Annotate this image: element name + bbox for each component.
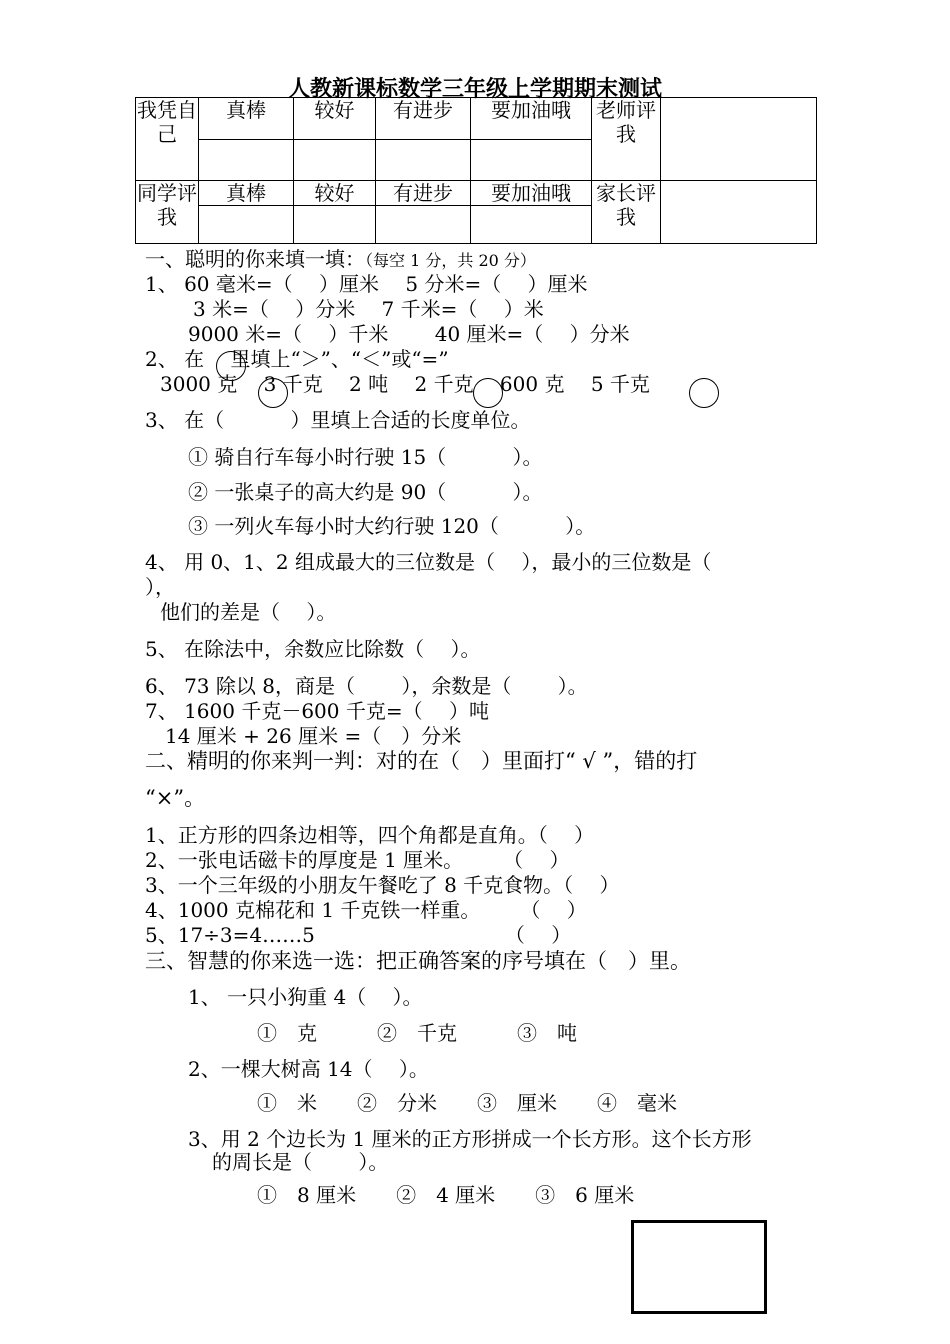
compare-circle[interactable]: [216, 351, 246, 381]
choice-q3-line-a: 3、用 2 个边长为 1 厘米的正方形拼成一个长方形。这个长方形: [188, 1127, 752, 1151]
judge-item: 4、1000 克棉花和 1 千克铁一样重。 （ ）: [145, 898, 587, 922]
eval-level: 要加油哦: [471, 181, 592, 206]
eval-cell[interactable]: [199, 206, 294, 244]
eval-teacher-label: 老师评我: [592, 98, 661, 181]
section1-heading: [145, 247, 536, 273]
eval-level: 真棒: [199, 98, 294, 140]
q3-item-2: ② 一张桌子的高大约是 90（ ）。: [188, 480, 543, 504]
section2-heading-b: “×”。: [145, 786, 206, 810]
eval-cell[interactable]: [471, 140, 592, 181]
q7-line-b: 14 厘米 + 26 厘米 =（ ）分米: [165, 724, 462, 748]
eval-peer-label: 同学评我: [136, 181, 199, 244]
evaluation-table: [135, 97, 817, 244]
eval-level: 较好: [294, 98, 376, 140]
eval-level: 真棒: [199, 181, 294, 206]
eval-level: 有进步: [376, 98, 471, 140]
section1-note: （每空 1 分，共 20 分）: [365, 251, 536, 270]
q1-line-b: 3 米=（ ）分米 7 千米=（ ）米: [193, 297, 544, 321]
choice-q1-options: ① 克 ② 千克 ③ 吨: [257, 1021, 577, 1045]
q4-line-b: ），: [145, 575, 175, 599]
section3-heading: 三、智慧的你来选一选：把正确答案的序号填在（ ）里。: [145, 949, 691, 973]
eval-level: 有进步: [376, 181, 471, 206]
eval-self-label: 我凭自己: [136, 98, 199, 181]
section1-heading-text: 一、聪明的你来填一填：: [145, 247, 365, 271]
eval-level: 较好: [294, 181, 376, 206]
q5-line: 5、 在除法中，余数应比除数（ ）。: [145, 637, 481, 661]
section2-heading: 二、精明的你来判一判：对的在（ ）里面打“ √ ”，错的打: [145, 749, 698, 773]
eval-level: 要加油哦: [471, 98, 592, 140]
q4-line-a: 4、 用 0、1、2 组成最大的三位数是（ ），最小的三位数是（: [145, 550, 712, 574]
eval-cell[interactable]: [294, 140, 376, 181]
compare-circle[interactable]: [473, 378, 503, 408]
eval-cell[interactable]: [376, 206, 471, 244]
choice-q3-options: ① 8 厘米 ② 4 厘米 ③ 6 厘米: [257, 1183, 635, 1207]
eval-cell[interactable]: [294, 206, 376, 244]
choice-q2-options: ① 米 ② 分米 ③ 厘米 ④ 毫米: [257, 1091, 677, 1115]
eval-cell[interactable]: [199, 140, 294, 181]
judge-item: 1、正方形的四条边相等，四个角都是直角。（ ）: [145, 823, 595, 847]
judge-item: 2、一张电话磁卡的厚度是 1 厘米。 （ ）: [145, 848, 570, 872]
judge-item: 3、一个三年级的小朋友午餐吃了 8 千克食物。（ ）: [145, 873, 620, 897]
page-title: 人教新课标数学三年级上学期期末测试: [287, 76, 662, 102]
q4-line-c: 他们的差是（ ）。: [160, 600, 337, 624]
q6-line: 6、 73 除以 8，商是（ ），余数是（ ）。: [145, 674, 588, 698]
q1-line-c: 9000 米=（ ）千米 40 厘米=（ ）分米: [188, 322, 630, 346]
compare-circle[interactable]: [689, 378, 719, 408]
eval-parent-box[interactable]: [661, 181, 817, 244]
q3-item-3: ③ 一列火车每小时大约行驶 120（ ）。: [188, 514, 596, 538]
eval-teacher-box[interactable]: [661, 98, 817, 181]
eval-cell[interactable]: [376, 140, 471, 181]
choice-q2: 2、一棵大树高 14（ ）。: [188, 1057, 429, 1081]
judge-item: 5、17÷3=4……5 （ ）: [145, 923, 572, 947]
eval-cell[interactable]: [471, 206, 592, 244]
choice-q3-line-b: 的周长是（ ）。: [212, 1150, 389, 1174]
eval-parent-label: 家长评我: [592, 181, 661, 244]
score-box[interactable]: [631, 1220, 767, 1314]
choice-q1: 1、 一只小狗重 4（ ）。: [188, 985, 423, 1009]
q2-line-b: 3000 克 3 千克 2 吨 2 千克 600 克 5 千克: [160, 372, 650, 396]
compare-circle[interactable]: [258, 378, 288, 408]
q3-item-1: ① 骑自行车每小时行驶 15（ ）。: [188, 445, 543, 469]
q7-line-a: 7、 1600 千克－600 千克=（ ）吨: [145, 699, 489, 723]
q3-line: 3、 在（ ）里填上合适的长度单位。: [145, 408, 531, 432]
q2-line-a: 2、 在 里填上“＞”、“＜”或“=”: [145, 347, 449, 371]
q1-line-a: 1、 60 毫米=（ ）厘米 5 分米=（ ）厘米: [145, 272, 588, 296]
